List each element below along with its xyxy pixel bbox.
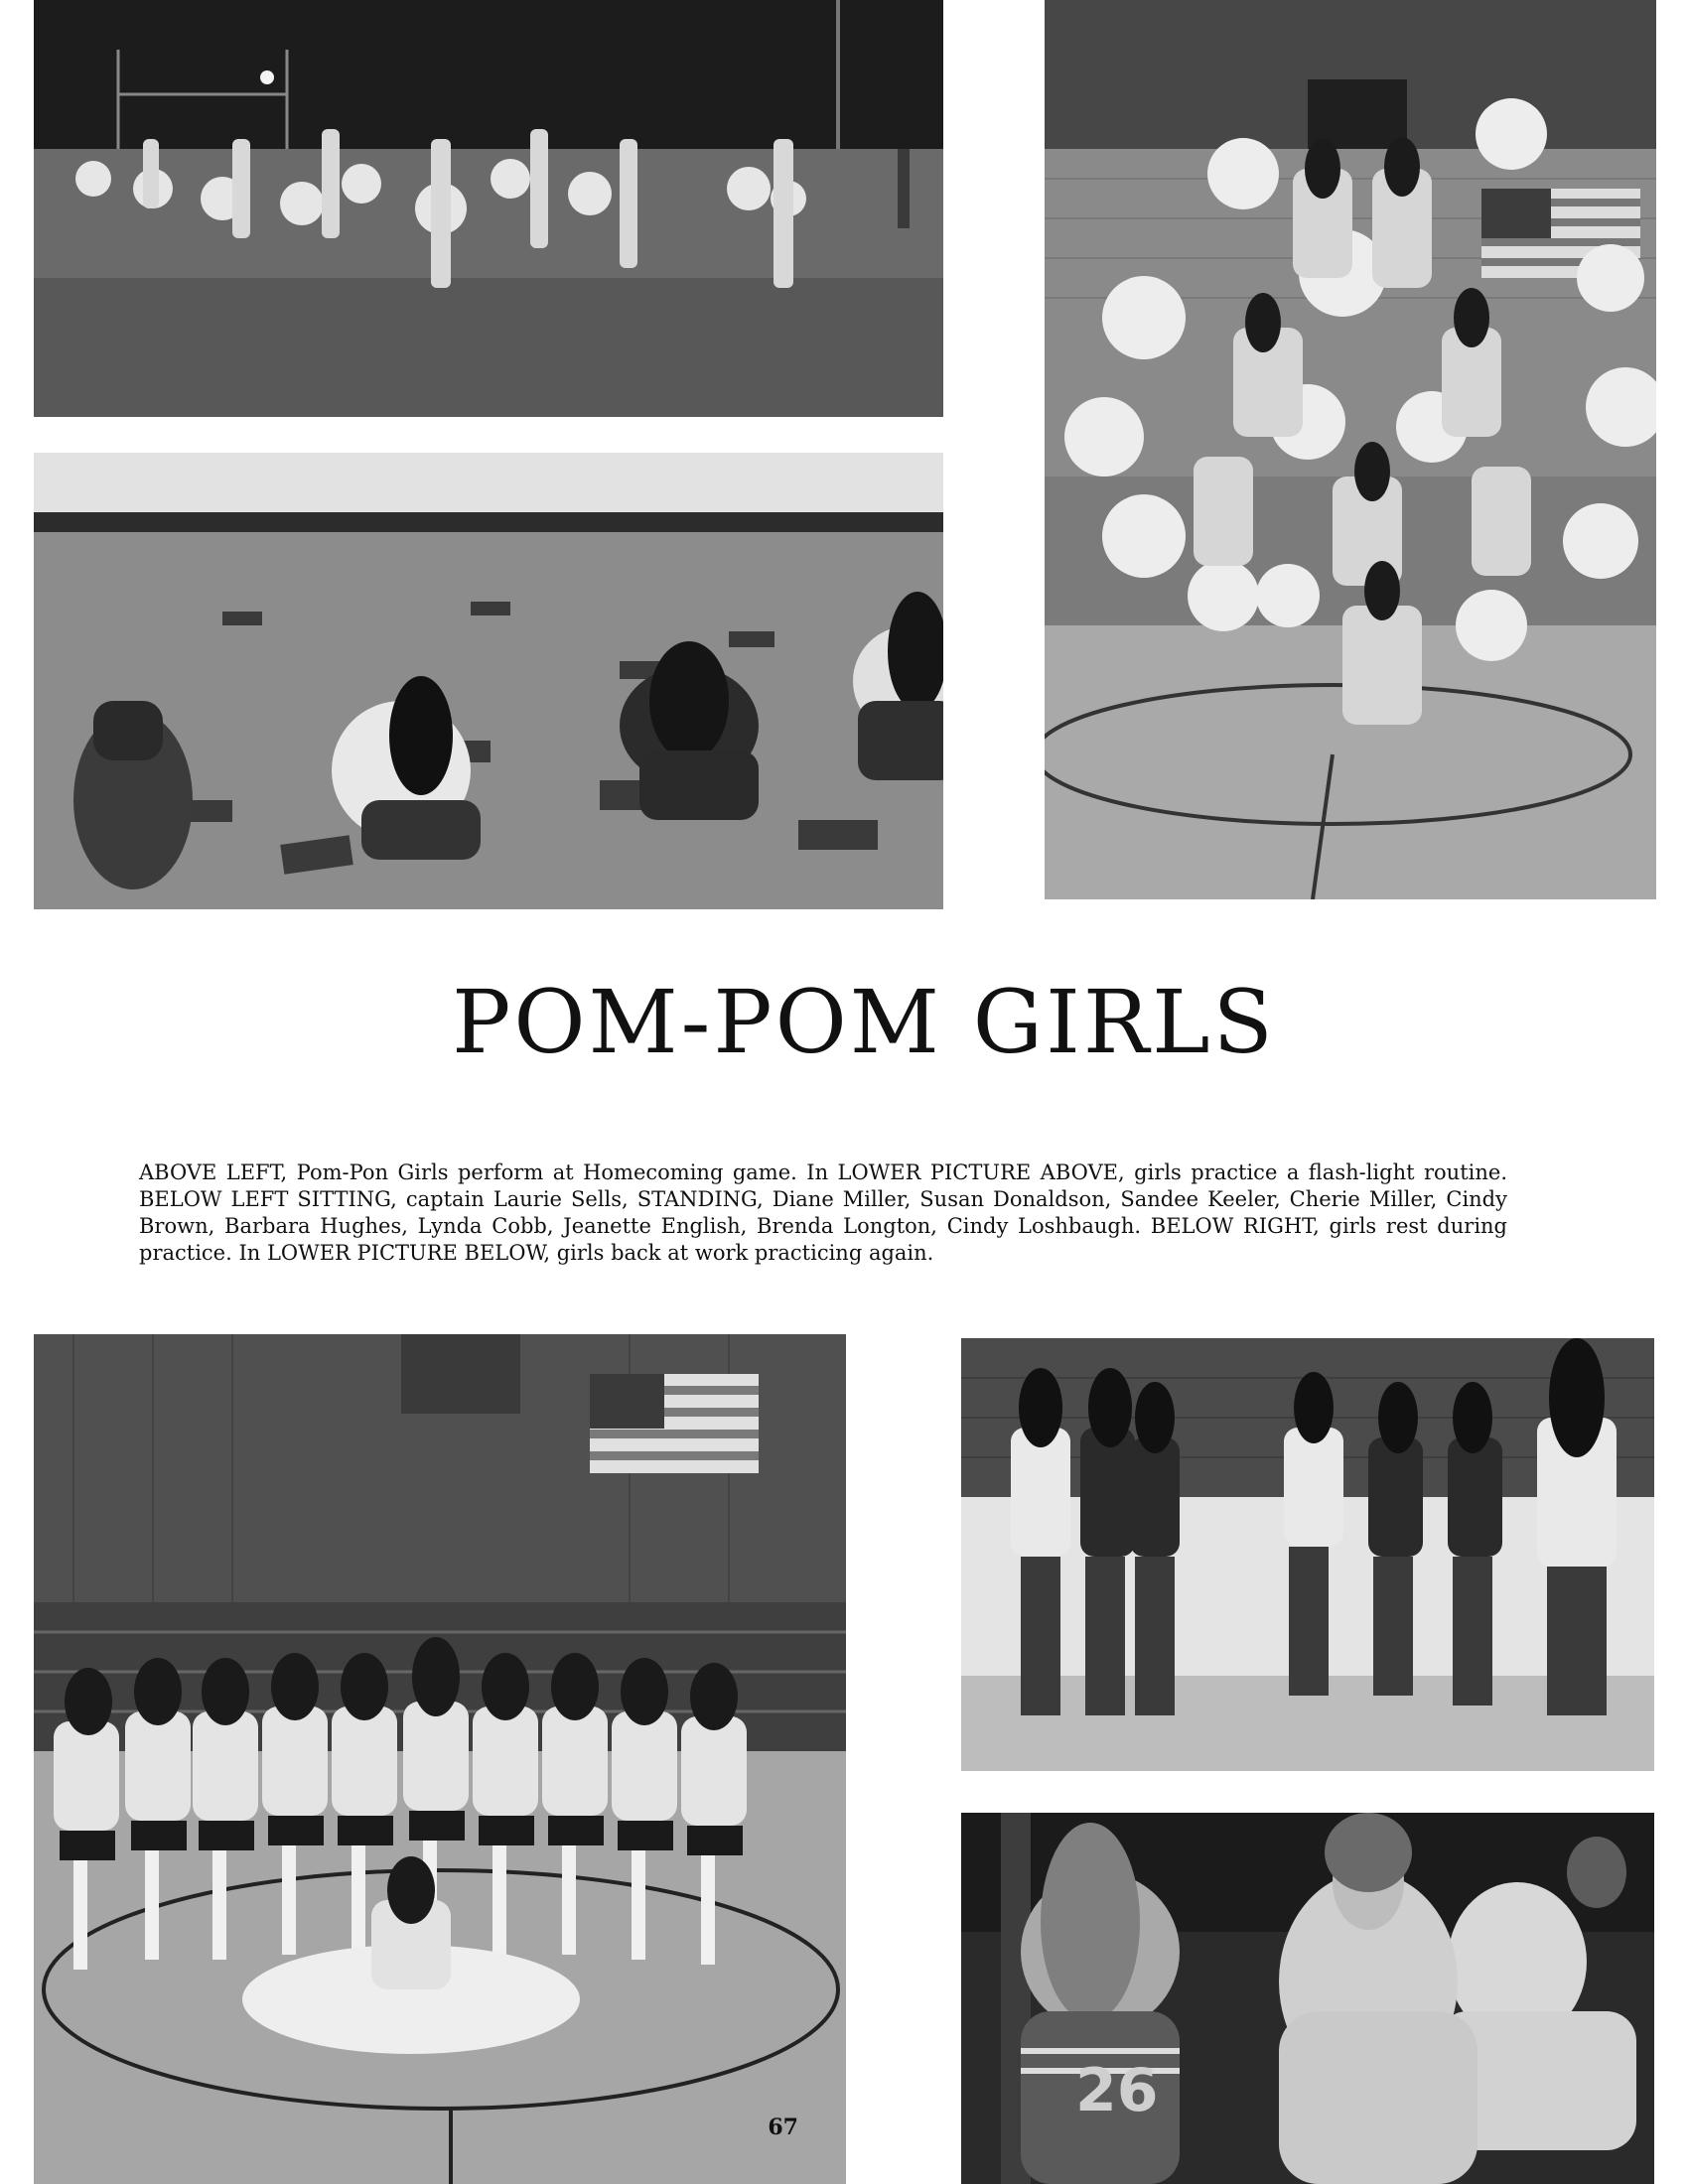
page-title: POM-POM GIRLS (452, 971, 1276, 1073)
flashlight-scene (34, 453, 943, 909)
photo-practice-again (961, 1813, 1654, 2184)
jersey-number: 26 (1075, 2056, 1159, 2125)
homecoming-scene (34, 0, 943, 417)
photo-rest-break (961, 1338, 1654, 1771)
photo-group-portrait (34, 1334, 846, 2184)
page-number: 67 (768, 2115, 798, 2140)
photo-caption: ABOVE LEFT, Pom-Pon Girls perform at Homecoming game. In LOWER PICTURE ABOVE, girls practice a flash-light routine. BELOW LEFT SITTING, captain Laurie Sells, STANDING, Diane Miller, Susan Donaldson, Sandee Keeler, Cherie Miller, Cindy Brown, Barbara Hughes, Lynda Cobb, Jeanette English, Brenda Longton, Cindy Loshbaugh. BELOW RIGHT, girls rest during practice. In LOWER PICTURE BELOW, girls back at work practicing again. (139, 1160, 1507, 1265)
photo-pompom-pyramid (1045, 0, 1656, 899)
rest-scene (961, 1338, 1654, 1771)
practice-scene (961, 1813, 1654, 2184)
photo-flashlight-routine (34, 453, 943, 909)
group-scene (34, 1334, 846, 2184)
pyramid-scene (1045, 0, 1656, 899)
photo-homecoming-game (34, 0, 943, 417)
flag-group (590, 1374, 759, 1473)
